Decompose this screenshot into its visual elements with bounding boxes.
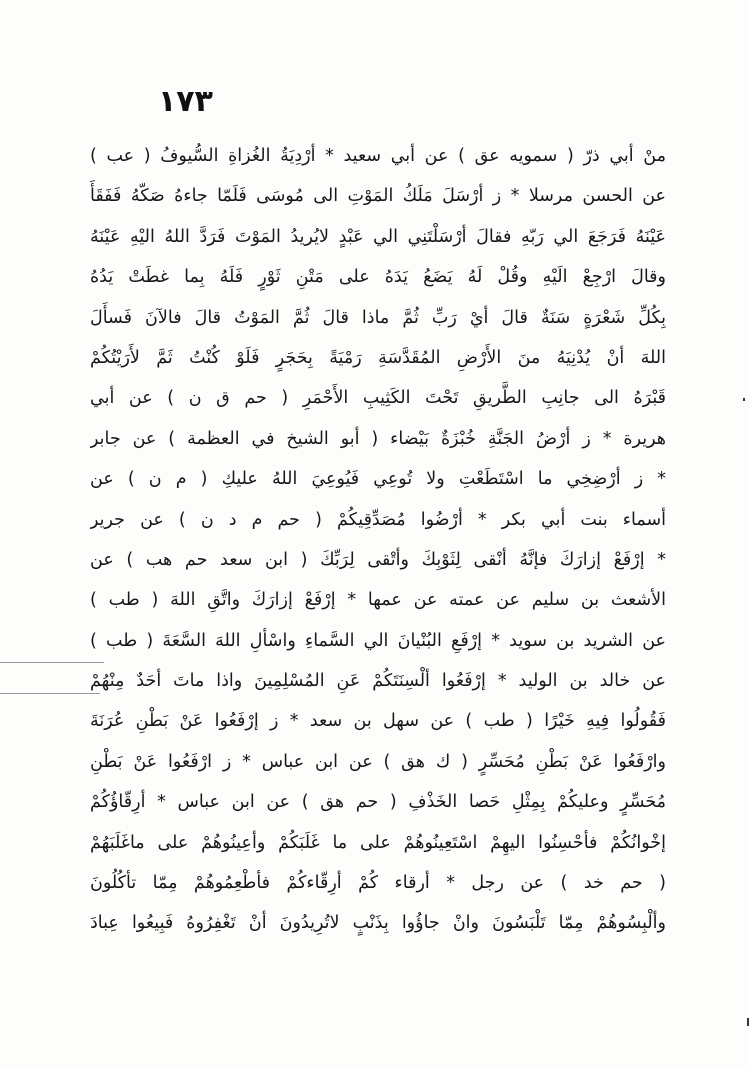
text-line-15: فَقُولُوا فِيهِ خَيْرًا ( طب ) عن سهل بن سعد * ز إرْفَعُوا عَنْ بَطْنِ عُرَنَةَ <box>90 711 666 732</box>
page-text <box>90 136 666 944</box>
text-line-2: عن الحسن مرسلا * ز أرْسَلَ مَلَكُ المَوْتِ الى مُوسَى فَلَمّا جاءهُ صَكّهُ فَفَقَأَ <box>90 186 666 207</box>
scan-margin-line <box>0 693 100 694</box>
text-line-10: أسماء بنت أبي بكر * أرْضُوا مُصَدِّقِيكُمْ ( حم م د ن ) عن جرير <box>90 509 666 530</box>
text-line-6: اللهَ أنْ يُدْنِيَهُ منَ الأَرْضِ المُقَدَّسَةِ رَمْيَةً بِحَجَرٍ فَلَوْ كُنْتُ ثَمَّ لأَرَيْتُكُمْ <box>90 347 666 368</box>
text-line-13: عن الشريد بن سويد * إرْفَعِ البُنْيانَ الي السَّماءِ واسْألِ اللهَ السَّعَةَ ( طب ) <box>90 630 666 651</box>
text-line-11: * إرْفَعْ إزارَكَ فإنَّهُ أنْقى لِثَوْبِكَ وأتْقى لِرَبِّكَ ( ابن سعد حم هب ) عن <box>90 549 666 570</box>
text-line-20: وألْبِسُوهُمْ مِمّا تَلْبَسُونَ وانْ جاؤُوا بِذَنْبٍ لاتُرِيدُونَ أنْ تَغْفِرُوهُ فَبِيعُوا عِبادَ <box>90 913 666 934</box>
scan-margin-line <box>0 662 104 663</box>
text-line-7: قَبْرَهُ الى جانِبِ الطَّريقِ تَحْتَ الكَثِيبِ الأَحْمَرِ ( حم ق ن ) عن أبي <box>90 388 666 409</box>
text-line-5: بِكُلِّ شَعْرَةٍ سَنَةٌ قالَ أيْ رَبِّ ثُمَّ ماذا قالَ ثُمَّ المَوْتُ قالَ فالآنَ فَسأَلَ <box>90 307 666 328</box>
text-line-19: ( حم خد ) عن رجل * أرقاء كُمْ أرِقّاءكُمْ فأطْعِمُوهُمْ مِمّا تأكُلُونَ <box>90 873 666 894</box>
text-line-8: هريرة * ز أرْضُ الجَنَّةِ خُبْزَةٌ بَيْضاء ( أبو الشيخ في العظمة ) عن جابر <box>90 428 666 449</box>
text-line-14: عن خالد بن الوليد * إرْفَعُوا ألْسِنَتَكُمْ عَنِ المُسْلِمِينَ واذا ماتَ أحَدٌ مِنْهُمْ <box>90 671 666 692</box>
scan-edge-mark <box>743 398 745 401</box>
text-line-3: عَيْنَهُ فَرَجَعَ الي رَبّهِ فقالَ أرْسَلْتَنِي الي عَبْدٍ لايُريدُ المَوْتَ فَرَدَّ اللهُ اليْهِ عَيْنَهُ <box>90 226 666 247</box>
text-line-4: وقالَ ارْجِعْ الَيْهِ وقُلْ لَهُ يَضَعُ يَدَهُ على مَتْنِ ثَوْرٍ فَلَهُ بِما غطَتْ يَدُهُ <box>90 267 666 288</box>
text-line-1: منْ أبي ذرّ ( سمويه عق ) عن أبي سعيد * أرْدِيَةُ الغُزاةِ السُّيوفُ ( عب ) <box>90 146 666 166</box>
scan-edge-mark <box>747 1018 749 1026</box>
text-line-12: الأشعث بن سليم عن عمته عن عمها * إرْفَعْ إزارَكَ واتَّقِ اللهَ ( طب ) <box>90 590 666 611</box>
text-line-18: إخْوانُكُمْ فأحْسِنُوا اليهِمْ اسْتَعِينُوهُمْ على ما غَلَبَكُمْ وأعِينُوهُمْ على ماغَلَبَهُمْ <box>90 832 666 853</box>
text-line-16: وارْفَعُوا عَنْ بَطْنِ مُحَسِّرٍ ( ك هق ) عن ابن عباس * ز ارْفَعُوا عَنْ بَطْنِ <box>90 751 666 772</box>
text-line-17: مُحَسِّرٍ وعليكُمْ بِمِثْلِ حَصا الخَذْفِ ( حم هق ) عن ابن عباس * أرِقّاؤُكُمْ <box>90 792 666 813</box>
text-line-9: * ز أرْضِخِي ما اسْتَطَعْتِ ولا تُوعِي فَيُوعِيَ اللهُ عليكِ ( م ن ) عن <box>90 469 666 490</box>
page-number: ١٧٣ <box>158 84 213 119</box>
